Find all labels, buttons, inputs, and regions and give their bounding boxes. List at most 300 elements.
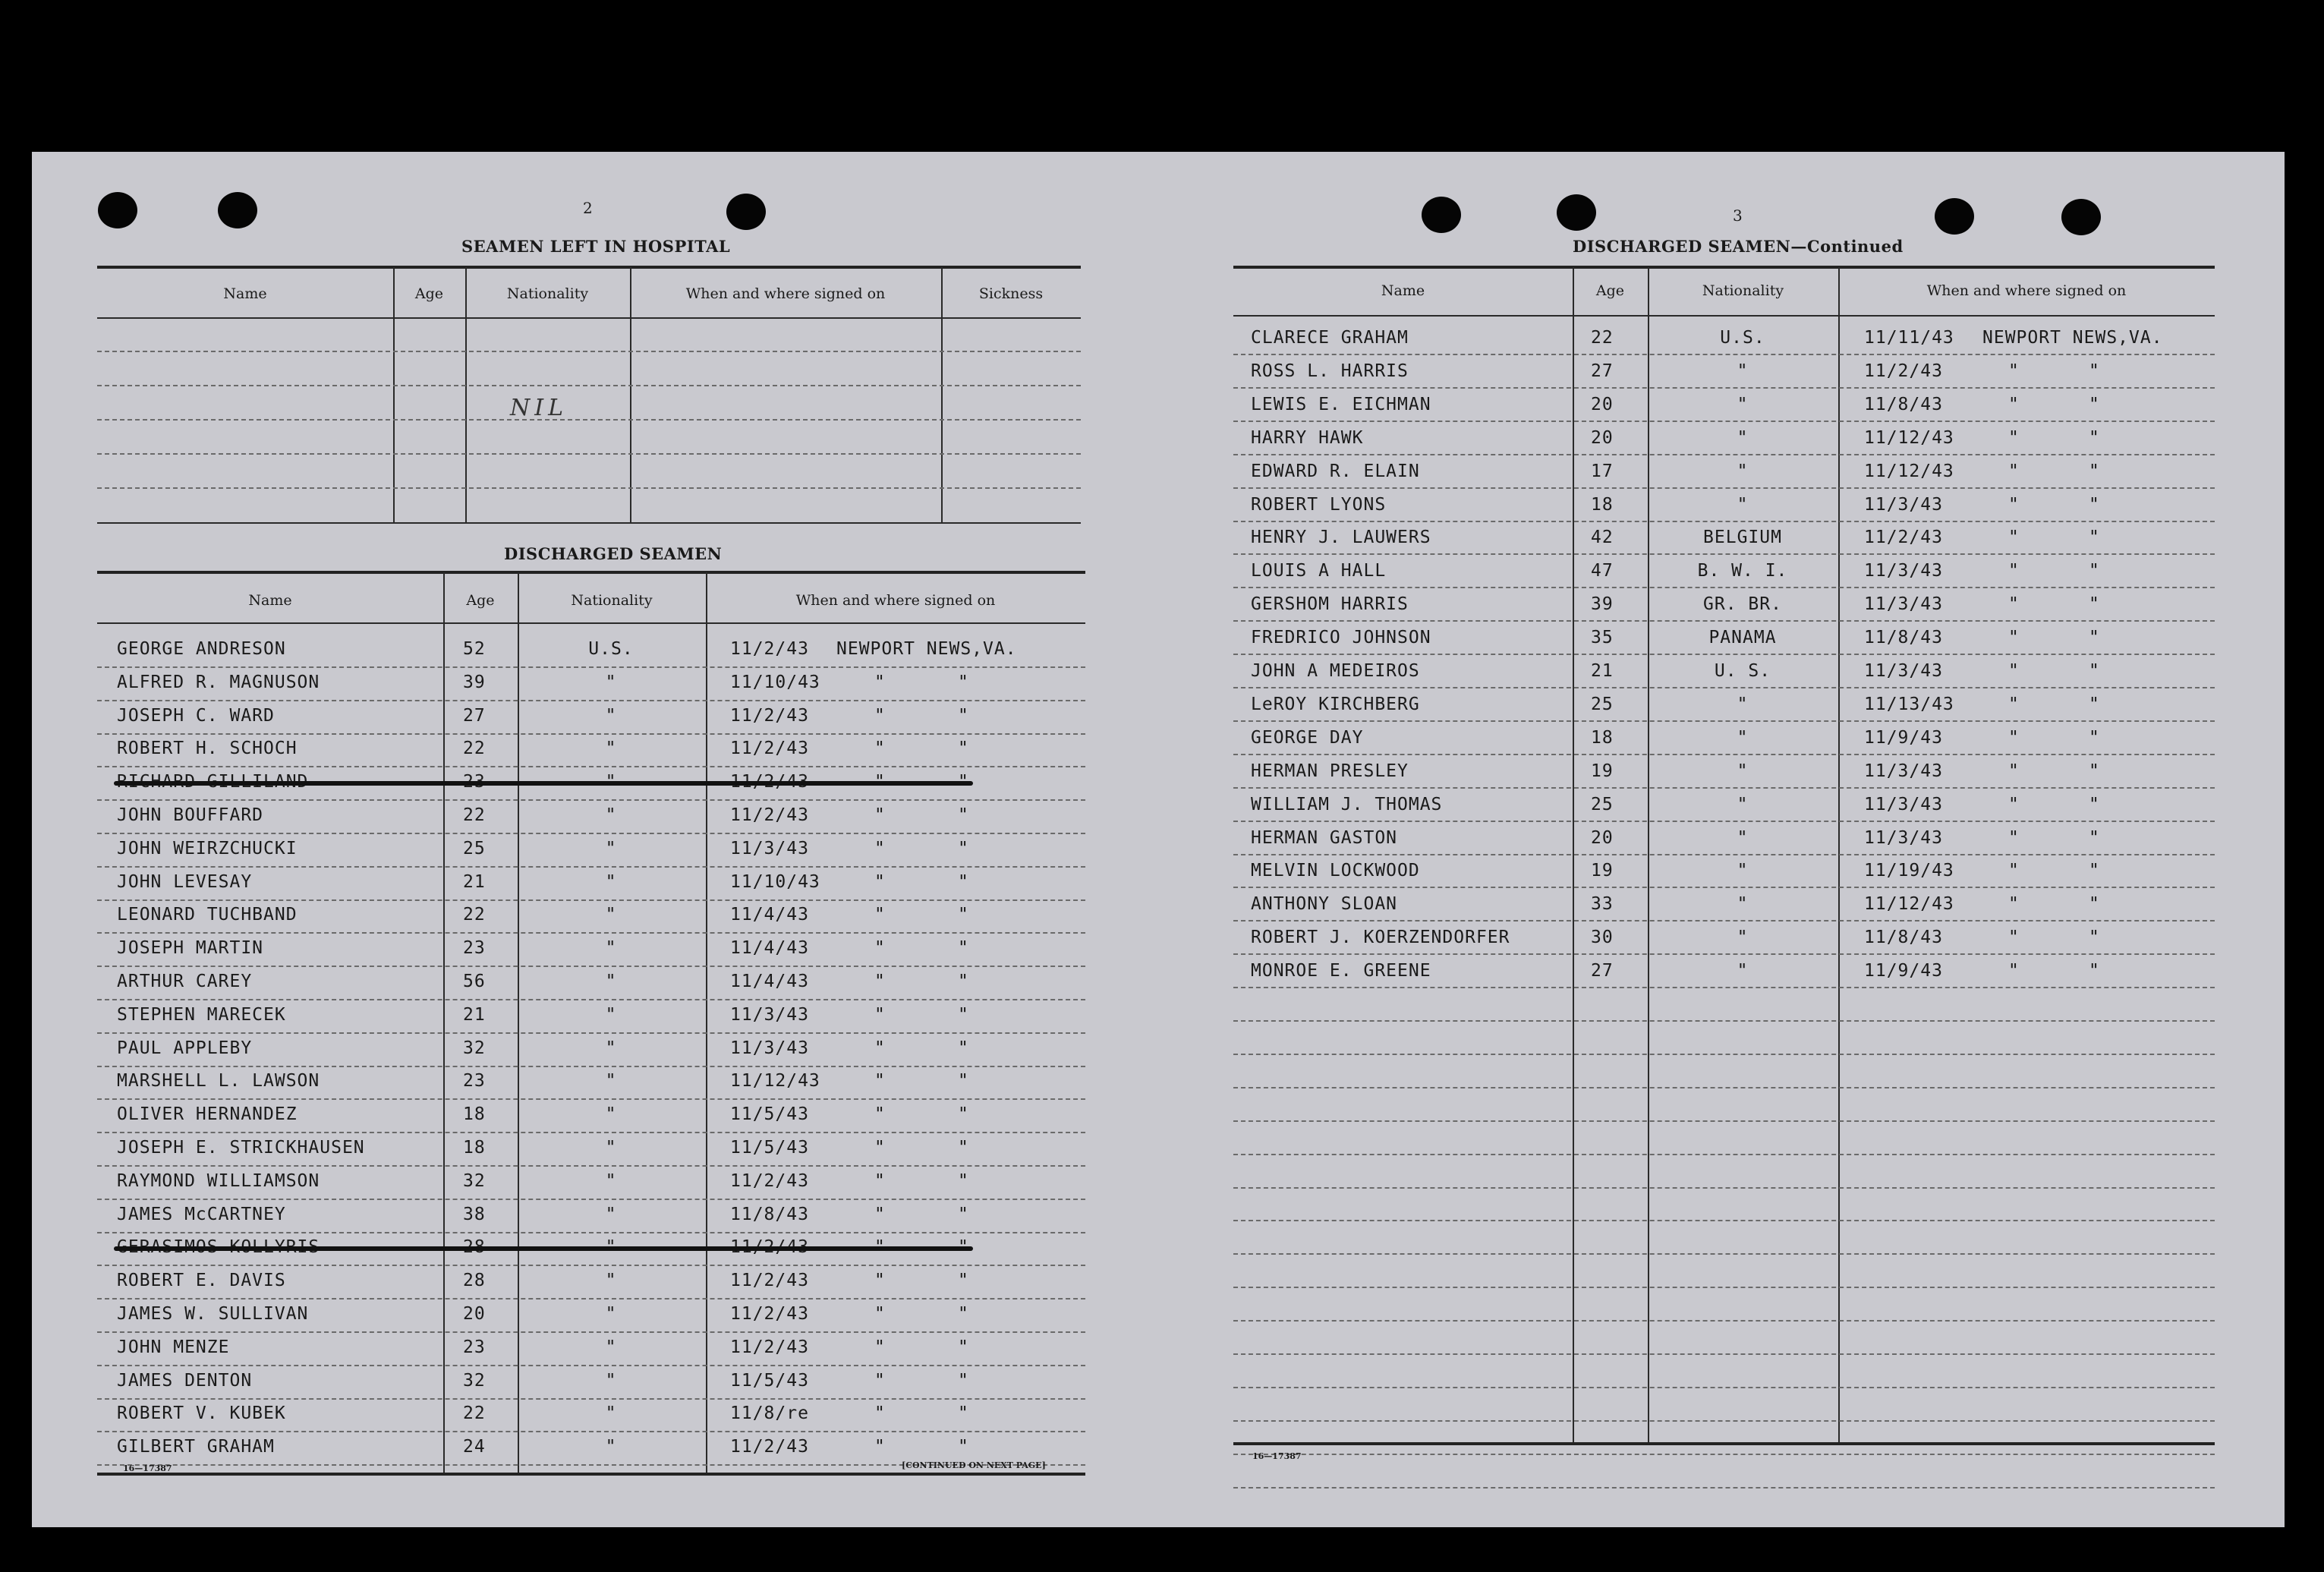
seaman-name: HERMAN GASTON bbox=[1251, 827, 1398, 848]
ditto-mark: " bbox=[874, 972, 886, 991]
row-line bbox=[97, 385, 1081, 386]
seaman-age: 56 bbox=[463, 972, 486, 991]
seaman-age: 33 bbox=[1591, 894, 1614, 915]
seaman-age: 42 bbox=[1591, 528, 1614, 548]
page-number: 2 bbox=[583, 199, 593, 217]
seaman-age: 38 bbox=[463, 1204, 486, 1224]
ditto-mark: " bbox=[2008, 528, 2020, 548]
seaman-age: 52 bbox=[463, 639, 486, 659]
seaman-nationality: " bbox=[605, 1138, 617, 1158]
seaman-age: 22 bbox=[463, 1403, 486, 1424]
seaman-nationality: " bbox=[1737, 928, 1749, 948]
rule-line bbox=[1233, 315, 2215, 317]
column-divider bbox=[630, 267, 631, 522]
ditto-mark: " bbox=[958, 871, 969, 892]
row-line bbox=[1233, 854, 2215, 855]
row-line bbox=[1233, 654, 2215, 655]
signed-on-place: NEWPORT NEWS,VA. bbox=[836, 639, 1017, 659]
signed-on-date: 11/4/43 bbox=[730, 905, 809, 925]
seaman-name: EDWARD R. ELAIN bbox=[1251, 461, 1420, 481]
seaman-nationality: " bbox=[1737, 827, 1749, 848]
ditto-mark: " bbox=[958, 1004, 969, 1025]
seaman-nationality: " bbox=[1737, 761, 1749, 781]
ditto-mark: " bbox=[2008, 594, 2020, 615]
seaman-nationality: " bbox=[605, 1204, 617, 1224]
rule-line bbox=[97, 522, 1081, 524]
ditto-mark: " bbox=[2008, 494, 2020, 515]
signed-on-date: 11/13/43 bbox=[1864, 694, 1954, 714]
ditto-mark: " bbox=[2008, 861, 2020, 881]
row-line bbox=[97, 833, 1085, 834]
seaman-nationality: " bbox=[605, 1271, 617, 1291]
ditto-mark: " bbox=[2089, 661, 2100, 681]
row-line bbox=[97, 1232, 1085, 1233]
signed-on-date: 11/2/43 bbox=[1864, 528, 1943, 548]
seaman-age: 20 bbox=[1591, 827, 1614, 848]
row-line bbox=[97, 419, 1081, 421]
ditto-mark: " bbox=[2089, 961, 2100, 981]
ditto-mark: " bbox=[2089, 861, 2100, 881]
row-line bbox=[97, 799, 1085, 801]
seaman-name: JAMES W. SULLIVAN bbox=[117, 1304, 309, 1324]
seaman-nationality: " bbox=[1737, 427, 1749, 448]
seaman-name: GERSHOM HARRIS bbox=[1251, 594, 1409, 615]
seaman-name: FREDRICO JOHNSON bbox=[1251, 628, 1431, 648]
seaman-age: 25 bbox=[1591, 794, 1614, 814]
signed-on-date: 11/3/43 bbox=[1864, 827, 1943, 848]
ditto-mark: " bbox=[958, 1170, 969, 1191]
seaman-name: JOSEPH MARTIN bbox=[117, 938, 264, 959]
seaman-nationality: " bbox=[1737, 727, 1749, 748]
seaman-nationality: U.S. bbox=[1720, 328, 1765, 348]
seaman-nationality: " bbox=[1737, 394, 1749, 414]
ditto-mark: " bbox=[958, 805, 969, 825]
discharged-header-2: Nationality bbox=[1702, 282, 1784, 299]
ditto-mark: " bbox=[874, 905, 886, 925]
ditto-mark: " bbox=[2008, 761, 2020, 781]
ditto-mark: " bbox=[874, 1370, 886, 1391]
seaman-nationality: " bbox=[605, 1337, 617, 1357]
seaman-nationality: " bbox=[605, 1038, 617, 1058]
seaman-nationality: " bbox=[1737, 361, 1749, 381]
ditto-mark: " bbox=[874, 672, 886, 692]
ditto-mark: " bbox=[874, 1104, 886, 1125]
seaman-nationality: " bbox=[1737, 894, 1749, 915]
hospital-header-0: Name bbox=[223, 285, 267, 302]
row-line bbox=[1233, 754, 2215, 755]
signed-on-date: 11/2/43 bbox=[730, 739, 809, 759]
row-line bbox=[1233, 987, 2215, 988]
signed-on-date: 11/8/43 bbox=[1864, 928, 1943, 948]
ditto-mark: " bbox=[958, 672, 969, 692]
seaman-nationality: " bbox=[605, 972, 617, 991]
ditto-mark: " bbox=[2089, 361, 2100, 381]
nil-entry: NIL bbox=[510, 395, 568, 421]
ditto-mark: " bbox=[874, 805, 886, 825]
ditto-mark: " bbox=[958, 838, 969, 858]
row-line bbox=[97, 1199, 1085, 1200]
seaman-age: 21 bbox=[463, 871, 486, 892]
row-line bbox=[1233, 354, 2215, 355]
page-number: 3 bbox=[1733, 206, 1743, 225]
ditto-mark: " bbox=[958, 1138, 969, 1158]
form-number: 16—17387 bbox=[1252, 1451, 1302, 1461]
signed-on-date: 11/2/43 bbox=[730, 639, 809, 659]
signed-on-date: 11/3/43 bbox=[1864, 794, 1943, 814]
seaman-age: 22 bbox=[463, 739, 486, 759]
seaman-name: CLARECE GRAHAM bbox=[1251, 328, 1409, 348]
row-line bbox=[1233, 920, 2215, 921]
row-line bbox=[1233, 1020, 2215, 1022]
seaman-name: ROBERT E. DAVIS bbox=[117, 1271, 286, 1291]
ditto-mark: " bbox=[2089, 694, 2100, 714]
ditto-mark: " bbox=[874, 1304, 886, 1324]
seaman-name: GEORGE DAY bbox=[1251, 727, 1364, 748]
seaman-name: PAUL APPLEBY bbox=[117, 1038, 253, 1058]
row-line bbox=[97, 1265, 1085, 1266]
signed-on-date: 11/3/43 bbox=[730, 1004, 809, 1025]
seaman-name: ROBERT H. SCHOCH bbox=[117, 739, 298, 759]
signed-on-date: 11/10/43 bbox=[730, 871, 820, 892]
row-line bbox=[97, 966, 1085, 967]
ditto-mark: " bbox=[958, 705, 969, 726]
seaman-nationality: " bbox=[605, 1071, 617, 1092]
signed-on-date: 11/2/43 bbox=[730, 1304, 809, 1324]
row-line bbox=[97, 1098, 1085, 1100]
seaman-age: 17 bbox=[1591, 461, 1614, 481]
ditto-mark: " bbox=[958, 1370, 969, 1391]
seaman-age: 21 bbox=[463, 1004, 486, 1025]
ditto-mark: " bbox=[958, 1104, 969, 1125]
seaman-name: HERMAN PRESLEY bbox=[1251, 761, 1409, 781]
seaman-name: ROBERT LYONS bbox=[1251, 494, 1387, 515]
signed-on-date: 11/3/43 bbox=[1864, 661, 1943, 681]
row-line bbox=[1233, 454, 2215, 455]
signed-on-date: 11/5/43 bbox=[730, 1138, 809, 1158]
signed-on-date: 11/12/43 bbox=[1864, 427, 1954, 448]
ditto-mark: " bbox=[2008, 928, 2020, 948]
seaman-nationality: " bbox=[605, 1104, 617, 1125]
seaman-name: JOHN WEIRZCHUCKI bbox=[117, 838, 298, 858]
seaman-name: JOHN A MEDEIROS bbox=[1251, 661, 1420, 681]
ditto-mark: " bbox=[958, 1437, 969, 1457]
ditto-mark: " bbox=[2008, 394, 2020, 414]
row-line bbox=[1233, 687, 2215, 688]
punch-hole bbox=[1422, 197, 1461, 233]
ditto-mark: " bbox=[874, 1437, 886, 1457]
row-line bbox=[1233, 1054, 2215, 1055]
seaman-nationality: " bbox=[605, 705, 617, 726]
row-line bbox=[97, 1398, 1085, 1400]
signed-on-date: 11/5/43 bbox=[730, 1104, 809, 1125]
ditto-mark: " bbox=[958, 1204, 969, 1224]
seaman-age: 47 bbox=[1591, 561, 1614, 581]
seaman-name: LeROY KIRCHBERG bbox=[1251, 694, 1420, 714]
seaman-name: MELVIN LOCKWOOD bbox=[1251, 861, 1420, 881]
signed-on-date: 11/9/43 bbox=[1864, 727, 1943, 748]
row-line bbox=[97, 1298, 1085, 1299]
row-line bbox=[1233, 1087, 2215, 1088]
row-line bbox=[97, 1331, 1085, 1333]
seaman-age: 18 bbox=[1591, 494, 1614, 515]
ditto-mark: " bbox=[2089, 894, 2100, 915]
seaman-name: LOUIS A HALL bbox=[1251, 561, 1387, 581]
ditto-mark: " bbox=[2089, 528, 2100, 548]
hospital-header-2: Nationality bbox=[506, 285, 589, 302]
signed-on-date: 11/12/43 bbox=[1864, 461, 1954, 481]
seaman-name: JAMES McCARTNEY bbox=[117, 1204, 286, 1224]
seaman-age: 32 bbox=[463, 1370, 486, 1391]
discharged-header-3: When and where signed on bbox=[1926, 282, 2127, 299]
ditto-mark: " bbox=[874, 938, 886, 959]
row-line bbox=[1233, 387, 2215, 389]
row-line bbox=[97, 766, 1085, 767]
seaman-age: 35 bbox=[1591, 628, 1614, 648]
seaman-name: GEORGE ANDRESON bbox=[117, 639, 286, 659]
ditto-mark: " bbox=[2008, 461, 2020, 481]
row-line bbox=[1233, 421, 2215, 422]
seaman-nationality: " bbox=[605, 672, 617, 692]
ditto-mark: " bbox=[874, 1403, 886, 1424]
seaman-name: OLIVER HERNANDEZ bbox=[117, 1104, 298, 1125]
rule-line bbox=[97, 1473, 1085, 1476]
seaman-name: ARTHUR CAREY bbox=[117, 972, 253, 991]
seaman-name: MARSHELL L. LAWSON bbox=[117, 1071, 320, 1092]
seaman-nationality: " bbox=[605, 1403, 617, 1424]
row-line bbox=[1233, 720, 2215, 722]
ditto-mark: " bbox=[2008, 794, 2020, 814]
seaman-nationality: " bbox=[605, 905, 617, 925]
signed-on-date: 11/19/43 bbox=[1864, 861, 1954, 881]
row-line bbox=[1233, 1320, 2215, 1322]
column-divider bbox=[465, 267, 467, 522]
rule-line bbox=[1233, 266, 2215, 269]
seaman-name: HARRY HAWK bbox=[1251, 427, 1364, 448]
row-line bbox=[97, 453, 1081, 455]
seaman-name: ANTHONY SLOAN bbox=[1251, 894, 1398, 915]
ditto-mark: " bbox=[2089, 628, 2100, 648]
signed-on-date: 11/2/43 bbox=[730, 705, 809, 726]
ditto-mark: " bbox=[2089, 461, 2100, 481]
strike-through bbox=[114, 1246, 973, 1251]
rule-line bbox=[97, 317, 1081, 319]
seaman-name: JAMES DENTON bbox=[117, 1370, 253, 1391]
row-line bbox=[1233, 487, 2215, 489]
seaman-nationality: " bbox=[605, 1370, 617, 1391]
row-line bbox=[1233, 1487, 2215, 1489]
seaman-age: 22 bbox=[1591, 328, 1614, 348]
signed-on-place: NEWPORT NEWS,VA. bbox=[1982, 328, 2163, 348]
ditto-mark: " bbox=[874, 838, 886, 858]
ditto-mark: " bbox=[2008, 727, 2020, 748]
column-divider bbox=[706, 572, 707, 1473]
row-line bbox=[97, 487, 1081, 489]
row-line bbox=[1233, 1387, 2215, 1388]
row-line bbox=[97, 351, 1081, 352]
ditto-mark: " bbox=[874, 1004, 886, 1025]
signed-on-date: 11/3/43 bbox=[1864, 761, 1943, 781]
seaman-age: 18 bbox=[1591, 727, 1614, 748]
rule-line bbox=[97, 622, 1085, 624]
row-line bbox=[97, 666, 1085, 668]
seaman-age: 20 bbox=[1591, 427, 1614, 448]
ditto-mark: " bbox=[958, 1038, 969, 1058]
ditto-mark: " bbox=[2089, 394, 2100, 414]
seaman-age: 30 bbox=[1591, 928, 1614, 948]
seaman-name: JOSEPH C. WARD bbox=[117, 705, 275, 726]
hospital-section-title: SEAMEN LEFT IN HOSPITAL bbox=[461, 237, 731, 256]
signed-on-date: 11/3/43 bbox=[1864, 594, 1943, 615]
seaman-age: 25 bbox=[1591, 694, 1614, 714]
rule-line bbox=[1233, 1442, 2215, 1445]
seaman-nationality: " bbox=[605, 739, 617, 759]
discharged-header-2: Nationality bbox=[571, 592, 653, 609]
signed-on-date: 11/8/43 bbox=[1864, 394, 1943, 414]
row-line bbox=[1233, 620, 2215, 622]
seaman-name: JOHN BOUFFARD bbox=[117, 805, 264, 825]
column-divider bbox=[518, 572, 519, 1473]
ditto-mark: " bbox=[2089, 427, 2100, 448]
ditto-mark: " bbox=[2089, 794, 2100, 814]
ditto-mark: " bbox=[2008, 961, 2020, 981]
ditto-mark: " bbox=[874, 1038, 886, 1058]
seaman-nationality: PANAMA bbox=[1708, 628, 1777, 648]
ditto-mark: " bbox=[958, 1337, 969, 1357]
row-line bbox=[97, 932, 1085, 934]
seaman-name: HENRY J. LAUWERS bbox=[1251, 528, 1431, 548]
row-line bbox=[97, 1365, 1085, 1366]
seaman-age: 27 bbox=[1591, 361, 1614, 381]
seaman-name: LEWIS E. EICHMAN bbox=[1251, 394, 1431, 414]
seaman-nationality: " bbox=[1737, 794, 1749, 814]
row-line bbox=[1233, 587, 2215, 588]
ditto-mark: " bbox=[2089, 594, 2100, 615]
seaman-nationality: " bbox=[1737, 461, 1749, 481]
ditto-mark: " bbox=[874, 1071, 886, 1092]
hospital-header-3: When and where signed on bbox=[685, 285, 886, 302]
hospital-header-4: Sickness bbox=[978, 285, 1044, 302]
signed-on-date: 11/3/43 bbox=[730, 838, 809, 858]
seaman-name: JOHN MENZE bbox=[117, 1337, 230, 1357]
seaman-nationality: B. W. I. bbox=[1697, 561, 1788, 581]
ditto-mark: " bbox=[958, 905, 969, 925]
seaman-age: 39 bbox=[463, 672, 486, 692]
punch-hole bbox=[1935, 198, 1974, 235]
punch-hole bbox=[98, 192, 137, 228]
ditto-mark: " bbox=[874, 1170, 886, 1191]
signed-on-date: 11/8/re bbox=[730, 1403, 809, 1424]
ditto-mark: " bbox=[2089, 561, 2100, 581]
seaman-age: 22 bbox=[463, 805, 486, 825]
signed-on-date: 11/2/43 bbox=[730, 805, 809, 825]
seaman-name: ROBERT V. KUBEK bbox=[117, 1403, 286, 1424]
signed-on-date: 11/5/43 bbox=[730, 1370, 809, 1391]
seaman-age: 27 bbox=[463, 705, 486, 726]
ditto-mark: " bbox=[2089, 761, 2100, 781]
row-line bbox=[97, 1132, 1085, 1133]
ditto-mark: " bbox=[2008, 628, 2020, 648]
row-line bbox=[97, 1431, 1085, 1432]
seaman-age: 23 bbox=[463, 938, 486, 959]
discharged-header-1: Age bbox=[466, 592, 495, 609]
signed-on-date: 11/4/43 bbox=[730, 972, 809, 991]
signed-on-date: 11/3/43 bbox=[730, 1038, 809, 1058]
row-line bbox=[97, 899, 1085, 901]
seaman-age: 21 bbox=[1591, 661, 1614, 681]
signed-on-date: 11/2/43 bbox=[730, 1437, 809, 1457]
punch-hole bbox=[1557, 194, 1596, 231]
row-line bbox=[1233, 1154, 2215, 1155]
discharged-continued-title: DISCHARGED SEAMEN—Continued bbox=[1573, 237, 1904, 256]
punch-hole bbox=[2061, 199, 2101, 235]
ditto-mark: " bbox=[2008, 561, 2020, 581]
seaman-age: 32 bbox=[463, 1038, 486, 1058]
seaman-name: RAYMOND WILLIAMSON bbox=[117, 1170, 320, 1191]
rule-line bbox=[97, 266, 1081, 269]
row-line bbox=[1233, 887, 2215, 888]
ditto-mark: " bbox=[958, 1071, 969, 1092]
seaman-age: 27 bbox=[1591, 961, 1614, 981]
row-line bbox=[1233, 1120, 2215, 1122]
row-line bbox=[97, 733, 1085, 735]
continued-note: [CONTINUED ON NEXT PAGE] bbox=[902, 1460, 1046, 1470]
seaman-name: MONROE E. GREENE bbox=[1251, 961, 1431, 981]
seaman-name: JOHN LEVESAY bbox=[117, 871, 253, 892]
row-line bbox=[1233, 1287, 2215, 1288]
signed-on-date: 11/10/43 bbox=[730, 672, 820, 692]
ditto-mark: " bbox=[2008, 361, 2020, 381]
signed-on-date: 11/8/43 bbox=[1864, 628, 1943, 648]
row-line bbox=[1233, 553, 2215, 555]
seaman-name: ROBERT J. KOERZENDORFER bbox=[1251, 928, 1510, 948]
row-line bbox=[97, 866, 1085, 868]
ditto-mark: " bbox=[874, 1337, 886, 1357]
ditto-mark: " bbox=[2008, 894, 2020, 915]
seaman-age: 22 bbox=[463, 905, 486, 925]
signed-on-date: 11/4/43 bbox=[730, 938, 809, 959]
hospital-header-1: Age bbox=[414, 285, 444, 302]
seaman-age: 20 bbox=[463, 1304, 486, 1324]
ditto-mark: " bbox=[874, 871, 886, 892]
seaman-nationality: " bbox=[605, 838, 617, 858]
ditto-mark: " bbox=[958, 1271, 969, 1291]
seaman-age: 18 bbox=[463, 1104, 486, 1125]
seaman-name: ROSS L. HARRIS bbox=[1251, 361, 1409, 381]
seaman-nationality: U. S. bbox=[1714, 661, 1771, 681]
ditto-mark: " bbox=[874, 705, 886, 726]
rule-line bbox=[97, 571, 1085, 574]
seaman-age: 19 bbox=[1591, 861, 1614, 881]
seaman-nationality: " bbox=[605, 1004, 617, 1025]
seaman-nationality: U.S. bbox=[588, 639, 634, 659]
seaman-age: 20 bbox=[1591, 394, 1614, 414]
seaman-age: 25 bbox=[463, 838, 486, 858]
row-line bbox=[97, 1066, 1085, 1067]
seaman-age: 18 bbox=[463, 1138, 486, 1158]
row-line bbox=[1233, 1253, 2215, 1255]
row-line bbox=[97, 1165, 1085, 1167]
ditto-mark: " bbox=[874, 1204, 886, 1224]
seaman-age: 28 bbox=[463, 1271, 486, 1291]
ditto-mark: " bbox=[2008, 827, 2020, 848]
row-line bbox=[1233, 787, 2215, 789]
signed-on-date: 11/2/43 bbox=[730, 1271, 809, 1291]
row-line bbox=[1233, 1454, 2215, 1455]
ditto-mark: " bbox=[2008, 427, 2020, 448]
signed-on-date: 11/2/43 bbox=[730, 1337, 809, 1357]
seaman-age: 23 bbox=[463, 1337, 486, 1357]
seaman-name: GILBERT GRAHAM bbox=[117, 1437, 275, 1457]
